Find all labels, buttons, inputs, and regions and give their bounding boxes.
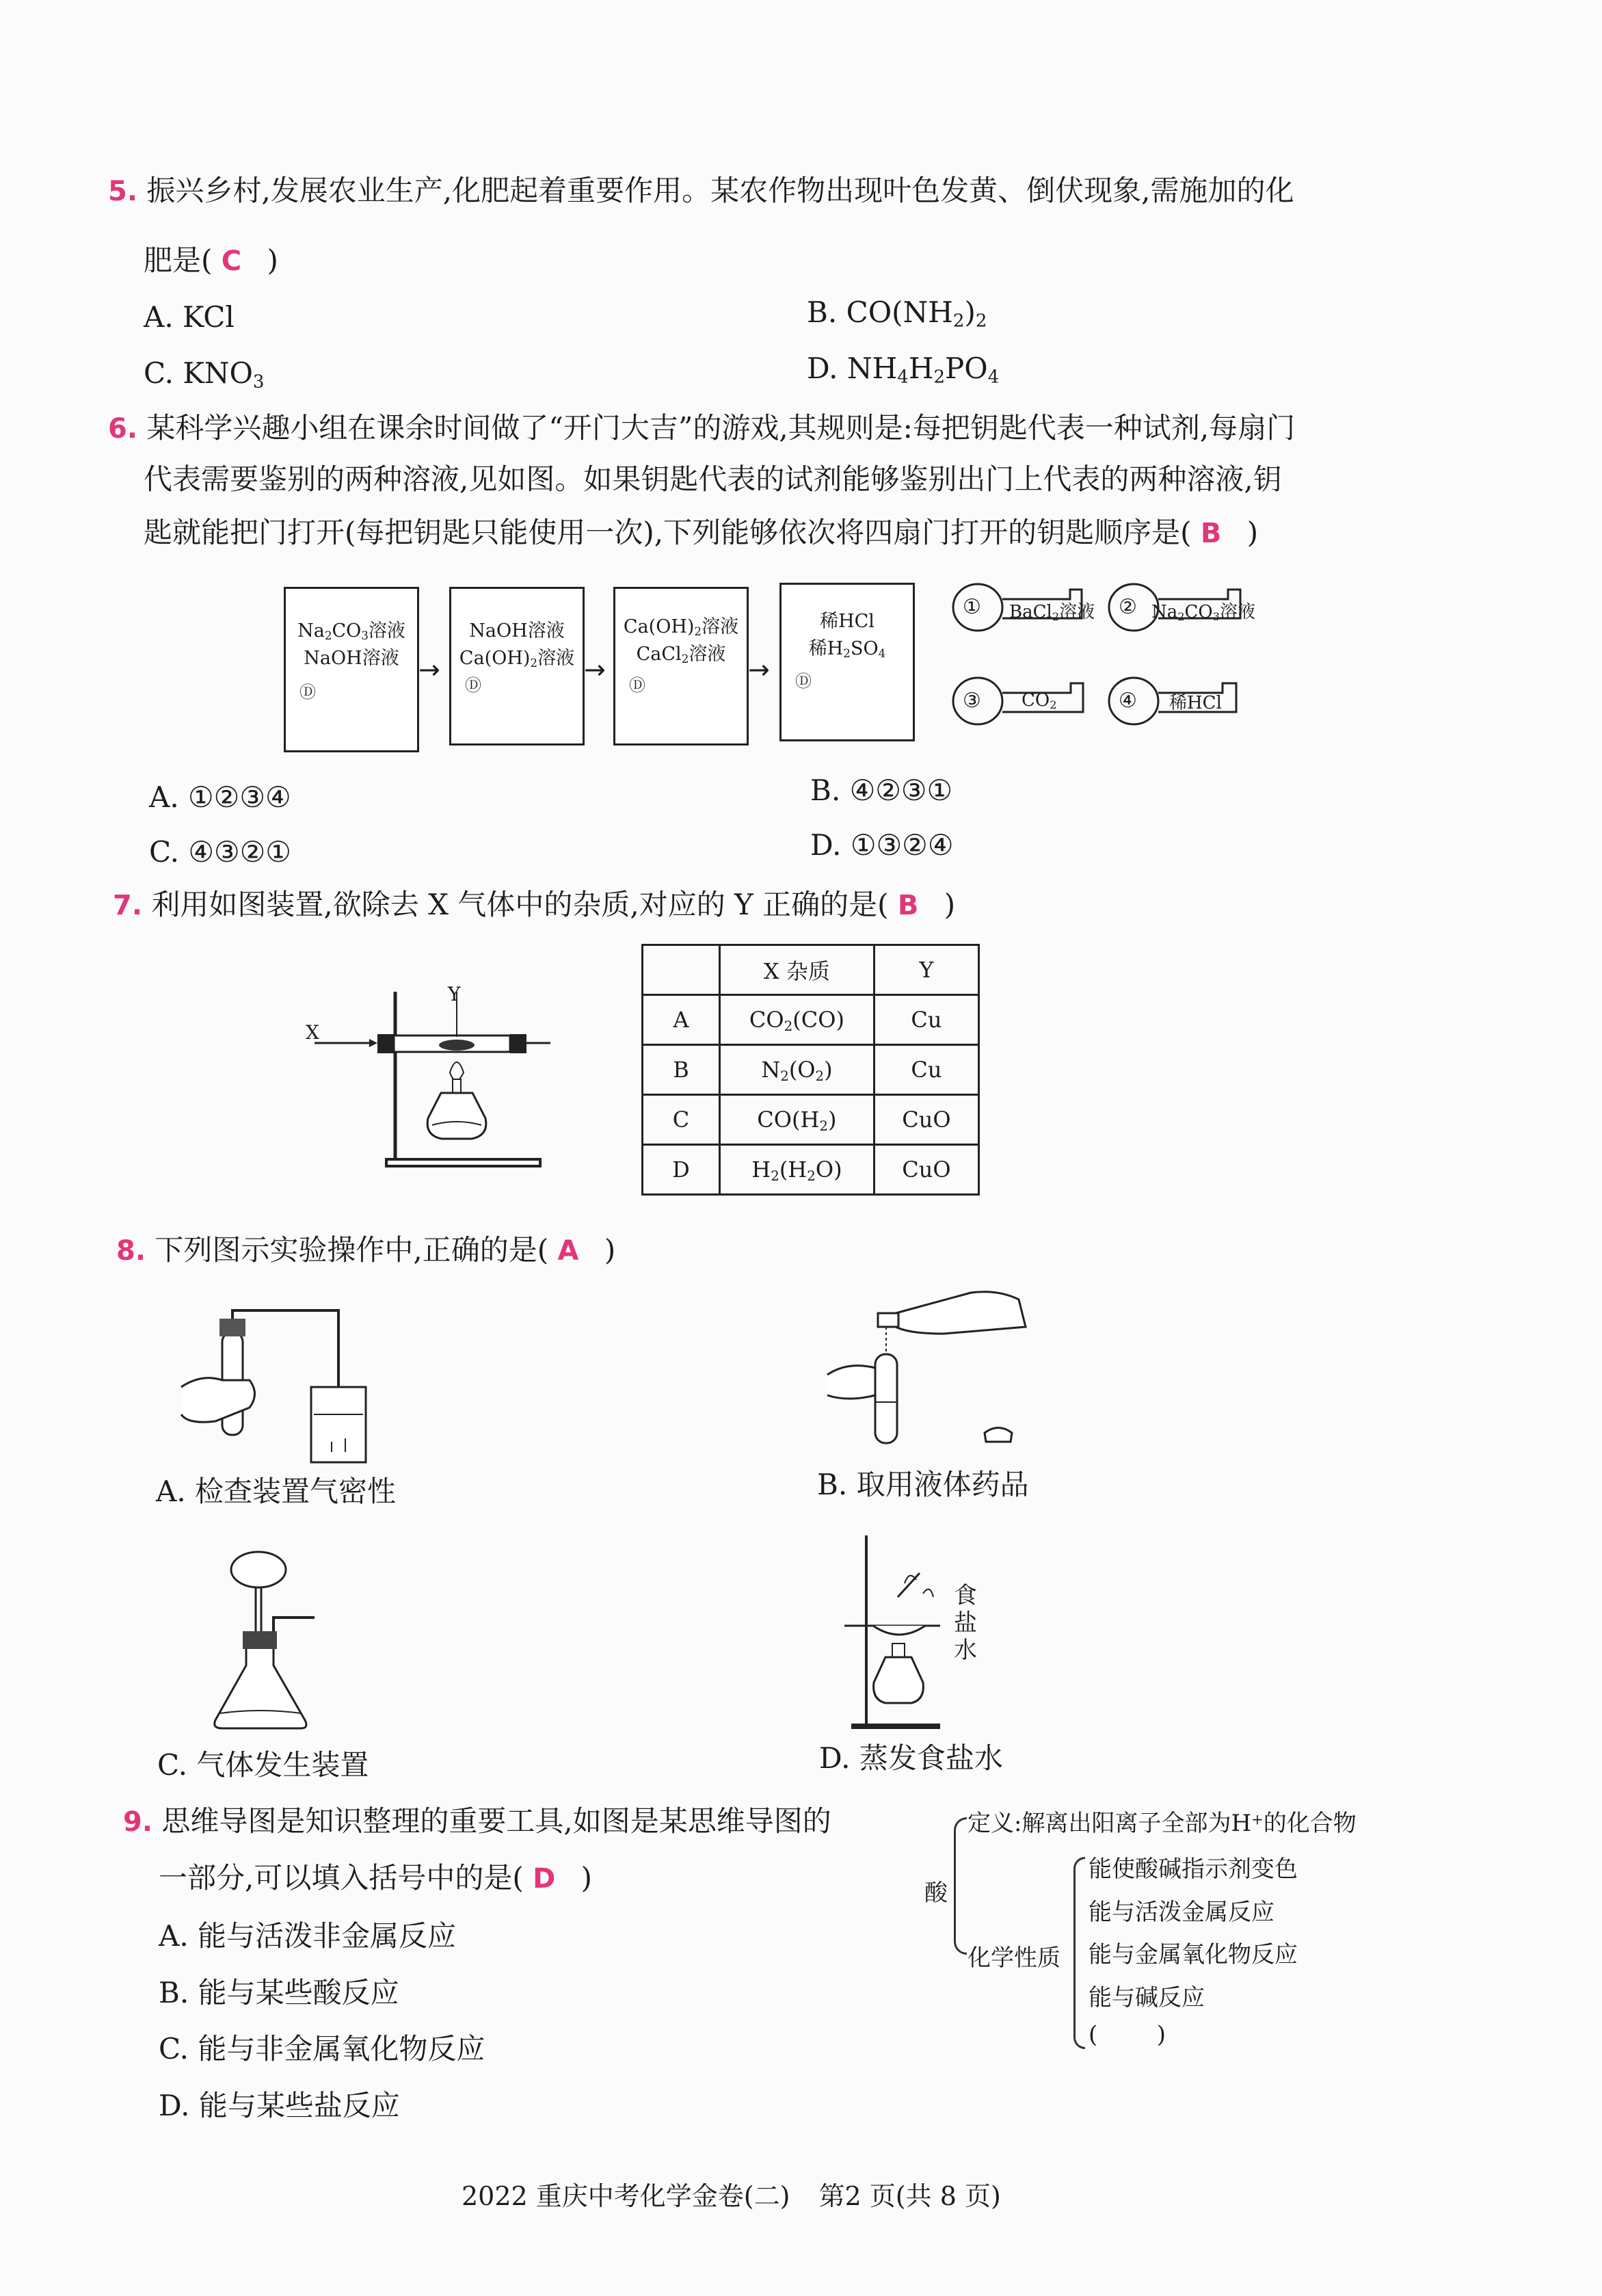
key-4-label: 稀HCl (1169, 693, 1222, 713)
q9-option-c: C. 能与非金属氧化物反应 (159, 2032, 485, 2066)
key-3-num: ③ (963, 689, 981, 713)
q5-optb-sub1: 2 (952, 311, 965, 332)
door2-s: 2 (530, 656, 538, 670)
q7-apparatus-figure (301, 971, 574, 1183)
table-cell: Cu (874, 995, 978, 1045)
q8-option-c: C. 气体发生装置 (157, 1748, 369, 1782)
door-2-line1: NaOH溶液 (469, 620, 565, 642)
q5-option-a: A. KCl (144, 300, 235, 334)
q5-optc-sub: 3 (252, 371, 265, 393)
q7-text-a: 利用如图装置,欲除去 X 气体中的杂质,对应的 Y 正确的是( (151, 888, 889, 921)
table-cell (643, 945, 720, 995)
door4-s2: 4 (878, 646, 886, 661)
door-3-line1 (615, 613, 747, 640)
q5-stem-line1 (108, 176, 1294, 205)
q5-option-c (144, 356, 265, 393)
rowa-xb: (CO) (792, 1007, 844, 1033)
door-arrow-1: → (418, 655, 440, 685)
q5-optb-mid: ) (964, 295, 976, 329)
rowd-xa: H (751, 1157, 771, 1183)
door-2 (449, 587, 585, 745)
rowd-xs: 2 (771, 1167, 779, 1184)
q8-figd-char1: 食 (954, 1582, 977, 1609)
q5-optd-t3: PO (945, 352, 988, 385)
door4-s: 2 (843, 646, 851, 661)
rowb-xa: N (761, 1057, 781, 1083)
rowd-xs2: 2 (807, 1167, 816, 1184)
mindmap-brace-props (1073, 1857, 1085, 2049)
door-1-mark: Ⓓ (299, 683, 316, 702)
mindmap-prop-blank: ( ) (1089, 2021, 1166, 2048)
rowa-xa: CO (749, 1007, 784, 1033)
q8-number: 8. (116, 1235, 146, 1267)
table-cell: B (643, 1045, 720, 1095)
q5-text1: 振兴乡村,发展农业生产,化肥起着重要作用。某农作物出现叶色发黄、倒伏现象,需施加的化 (146, 174, 1294, 207)
q7-fig-label-x: X (306, 1021, 319, 1044)
table-cell (719, 1095, 874, 1145)
door1-s: 2 (324, 629, 332, 643)
q6-stem-line1 (108, 411, 1296, 445)
door-3 (613, 587, 749, 745)
mindmap-prop-4: 能与碱反应 (1089, 1984, 1205, 2011)
q8-stem (116, 1233, 616, 1267)
rowb-xs2: 2 (815, 1068, 825, 1084)
door3-a: Ca(OH) (623, 616, 695, 637)
key-1-num: ① (963, 595, 981, 619)
q8-figure-a (174, 1305, 379, 1469)
q8-figure-c (205, 1549, 328, 1734)
key-1-label (1009, 598, 1095, 623)
rowa-xs: 2 (784, 1018, 793, 1034)
table-row (643, 945, 979, 995)
rowd-xb: (H (779, 1157, 807, 1183)
q5-optd-s2: 2 (933, 367, 946, 388)
door-2-mark: Ⓓ (465, 676, 481, 695)
door-4-mark: Ⓓ (795, 672, 812, 691)
q8-option-a: A. 检查装置气密性 (156, 1475, 397, 1508)
q9-option-d: D. 能与某些盐反应 (159, 2089, 400, 2122)
q8-text-b: ) (604, 1233, 616, 1267)
rowb-xs: 2 (780, 1068, 789, 1084)
q7-options-table (641, 944, 980, 1196)
q6-answer: B (1200, 518, 1222, 549)
rowc-xb: ) (828, 1107, 837, 1133)
q5-optd-s3: 4 (987, 367, 1000, 388)
door4-b: SO (850, 638, 879, 659)
door4-a: 稀H (808, 638, 844, 659)
door-1-line1 (286, 618, 417, 644)
door1-b: CO (332, 620, 362, 642)
key-2 (1106, 580, 1255, 635)
q5-optd-t1: D. NH (807, 352, 898, 385)
mindmap-prop-3: 能与金属氧化物反应 (1089, 1941, 1298, 1968)
table-cell: D (643, 1145, 720, 1195)
door-arrow-3: → (748, 655, 770, 685)
door1-c: 溶液 (368, 620, 405, 642)
q5-optb-text: B. CO(NH (807, 295, 953, 329)
q9-stem-line2 (159, 1861, 593, 1895)
q5-answer: C (221, 246, 242, 277)
key-1 (950, 580, 1095, 635)
mm-def-a: 定义:解离出阳离子全部为H (967, 1810, 1252, 1837)
q9-option-a: A. 能与活泼非金属反应 (159, 1919, 457, 1953)
table-row (643, 995, 979, 1045)
q8-option-d: D. 蒸发食盐水 (819, 1741, 1003, 1775)
mindmap-prop-2: 能与活泼金属反应 (1089, 1899, 1274, 1926)
q5-optd-s1: 4 (897, 367, 909, 388)
q6-option-c: C. ④③②① (149, 835, 291, 869)
key-2-label (1151, 598, 1255, 623)
rowd-xc: O) (815, 1157, 842, 1183)
footer-title: 2022 重庆中考化学金卷(二) (462, 2181, 790, 2211)
door-2-line2 (451, 645, 583, 672)
q9-number: 9. (123, 1806, 153, 1838)
mindmap-prop-1: 能使酸碱指示剂变色 (1089, 1856, 1298, 1883)
mm-def-b: 的化合物 (1263, 1810, 1357, 1837)
q7-stem (113, 890, 955, 919)
q9-text2b: ) (580, 1861, 593, 1895)
q8-text-a: 下列图示实验操作中,正确的是( (155, 1233, 549, 1267)
q5-optc-text: C. KNO (144, 356, 253, 390)
q8-figd-char2: 盐 (954, 1609, 977, 1637)
mindmap-definition (967, 1804, 1357, 1838)
q9-stem-line1 (123, 1804, 831, 1838)
door-4-line1: 稀HCl (820, 611, 875, 632)
table-cell: CuO (874, 1145, 978, 1195)
table-cell: Y (874, 945, 978, 995)
door-4-line2 (782, 635, 913, 662)
mindmap-chem-properties: 化学性质 (967, 1944, 1060, 1972)
door1-s2: 3 (361, 629, 369, 643)
door-4 (779, 583, 915, 741)
key1-a: BaCl (1009, 602, 1052, 622)
key1-b: 溶液 (1059, 602, 1095, 622)
q5-text2b: ) (267, 243, 278, 277)
key2-s: 2 (1177, 610, 1185, 624)
q7-number: 7. (113, 890, 143, 921)
q5-option-b (807, 295, 987, 332)
door3-c: CaCl (636, 644, 682, 665)
key3-s: 2 (1050, 698, 1057, 712)
rowc-xs: 2 (819, 1118, 829, 1134)
q5-text2a: 肥是( (144, 243, 213, 277)
mindmap-root: 酸 (924, 1879, 948, 1907)
door2-a: Ca(OH) (459, 648, 531, 669)
door3-s: 2 (694, 624, 702, 639)
q7-text-b: ) (944, 888, 956, 921)
q6-number: 6. (108, 413, 138, 445)
rowb-xb: (O (788, 1057, 816, 1083)
footer (462, 2175, 1001, 2213)
door1-a: Na (297, 620, 325, 642)
mm-def-sup: + (1251, 1810, 1264, 1828)
rowc-xa: CO(H (757, 1107, 820, 1133)
q5-optd-t2: H (908, 352, 934, 385)
q6-option-d: D. ①③②④ (810, 828, 954, 862)
q6-stem-line3 (144, 518, 1258, 547)
q5-number: 5. (108, 176, 138, 207)
q7-answer: B (897, 890, 919, 921)
rowb-xc: ) (824, 1057, 833, 1083)
q6-option-b: B. ④②③① (810, 774, 953, 807)
mindmap-brace-root (954, 1817, 967, 1955)
key-3 (950, 674, 1094, 728)
door-1-line2: NaOH溶液 (304, 648, 399, 669)
key-4-num: ④ (1119, 689, 1137, 713)
door3-d: 溶液 (689, 644, 726, 665)
key-3-label (1022, 690, 1056, 711)
door3-s2: 2 (681, 652, 689, 666)
q8-answer: A (557, 1235, 579, 1267)
q9-option-b: B. 能与某些酸反应 (159, 1976, 399, 2009)
q5-optb-sub2: 2 (975, 311, 987, 332)
door3-b: 溶液 (702, 616, 739, 637)
q6-stem-line2: 代表需要鉴别的两种溶液,见如图。如果钥匙代表的试剂能够鉴别出门上代表的两种溶液,钥 (144, 462, 1282, 496)
q6-text3a: 匙就能把门打开(每把钥匙只能使用一次),下列能够依次将四扇门打开的钥匙顺序是( (144, 516, 1192, 549)
key-4 (1106, 674, 1250, 728)
key1-s: 2 (1052, 610, 1060, 624)
door-arrow-2: → (584, 655, 606, 685)
table-cell: X 杂质 (719, 945, 874, 995)
key2-s2: 3 (1212, 610, 1220, 624)
door-3-mark: Ⓓ (629, 676, 645, 695)
q8-figd-char3: 水 (954, 1637, 977, 1664)
footer-page: 第2 页(共 8 页) (818, 2181, 1001, 2211)
q5-option-d (807, 352, 1000, 388)
key2-a: Na (1151, 602, 1178, 622)
table-cell (719, 1145, 874, 1195)
q6-text1: 某科学兴趣小组在课余时间做了“开门大吉”的游戏,其规则是:每把钥匙代表一种试剂,每扇门 (146, 411, 1296, 445)
table-cell (719, 995, 874, 1045)
q9-text2a: 一部分,可以填入括号中的是( (159, 1861, 524, 1895)
q9-text1: 思维导图是知识整理的重要工具,如图是某思维导图的 (161, 1804, 831, 1838)
key2-c: 溶液 (1219, 602, 1255, 622)
q6-text3b: ) (1246, 516, 1259, 549)
table-row (643, 1145, 979, 1195)
door-3-line2 (615, 641, 747, 668)
q9-answer: D (533, 1863, 556, 1895)
q8-option-b: B. 取用液体药品 (817, 1468, 1029, 1501)
table-row (643, 1095, 979, 1145)
q8-figure-b (820, 1286, 1039, 1457)
q5-stem-line2 (144, 243, 278, 277)
table-row (643, 1045, 979, 1095)
q7-fig-label-y: Y (448, 983, 461, 1005)
table-cell: CuO (874, 1095, 978, 1145)
table-cell (719, 1045, 874, 1095)
door2-b: 溶液 (537, 648, 575, 669)
key-2-num: ② (1119, 595, 1137, 619)
key2-b: CO (1184, 602, 1213, 622)
table-cell: C (643, 1095, 720, 1145)
door-1 (284, 587, 419, 752)
key3-a: CO (1022, 690, 1050, 711)
q6-option-a: A. ①②③④ (149, 780, 291, 814)
table-cell: Cu (874, 1045, 978, 1095)
table-cell: A (643, 995, 720, 1045)
